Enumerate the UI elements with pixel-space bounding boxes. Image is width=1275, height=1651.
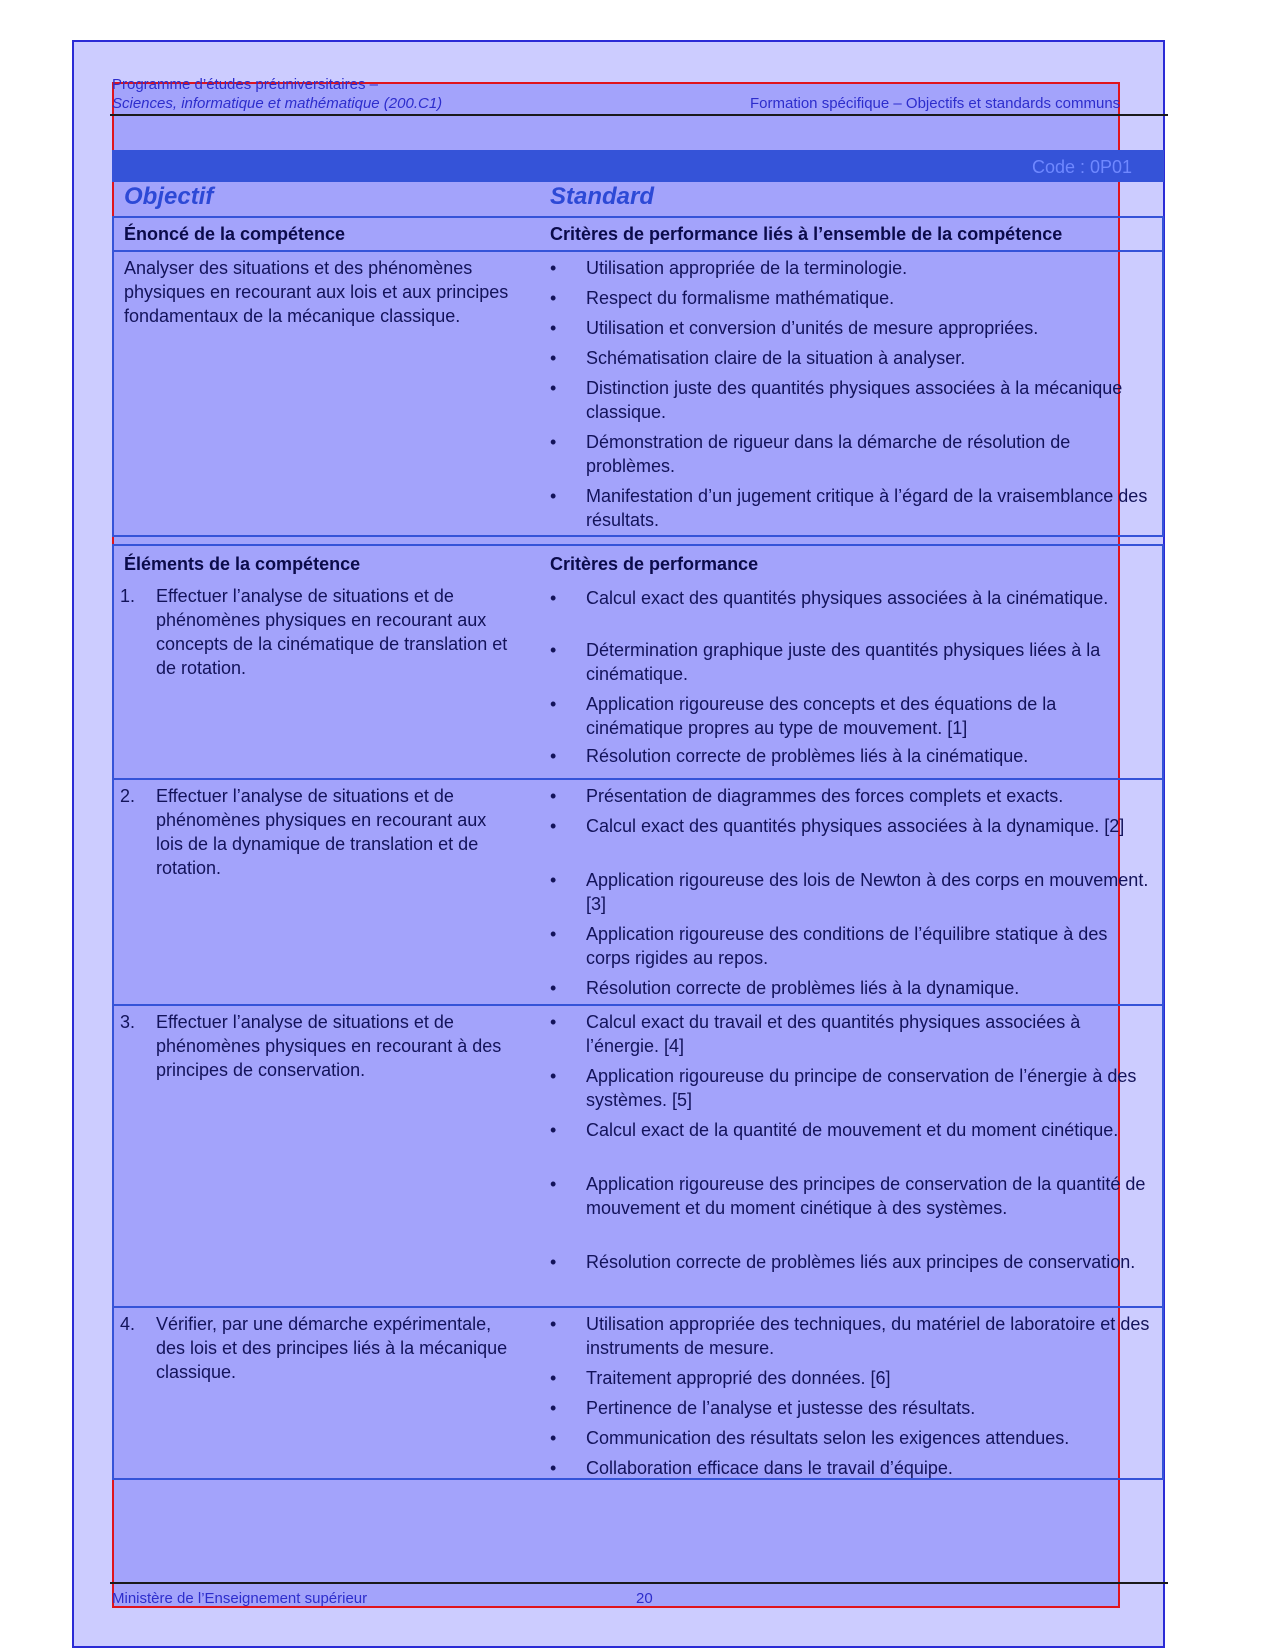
header-right: Formation spécifique – Objectifs et standards communs	[750, 95, 1121, 112]
criterion-text: Application rigoureuse des concepts et des équations de la cinématique propres au type de mouvement. [1]	[586, 694, 1057, 738]
criterion-text: Communication des résultats selon les exigences attendues.	[586, 1428, 1070, 1448]
criterion-text: Application rigoureuse des conditions de l’équilibre statique à des corps rigides au repos.	[586, 924, 1108, 968]
element-number: 4.	[120, 1314, 136, 1334]
criterion-text: Manifestation d’un jugement critique à l’égard de la vraisemblance des résultats.	[586, 486, 1148, 530]
criterion-text: Utilisation et conversion d’unités de mesure appropriées.	[586, 318, 1039, 338]
bullet-icon: •	[550, 318, 557, 338]
enonce-body-row	[114, 250, 1162, 535]
criterion-text: Application rigoureuse du principe de conservation de l’énergie à des systèmes. [5]	[586, 1066, 1137, 1110]
footer-ministry: Ministère de l’Enseignement supérieur	[112, 1590, 368, 1607]
bullet-icon: •	[550, 1428, 557, 1448]
criterion-text: Distinction juste des quantités physiques associées à la mécanique classique.	[586, 378, 1123, 422]
page-number: 20	[636, 1590, 653, 1607]
criterion-text: Calcul exact de la quantité de mouvement et du moment cinétique.	[586, 1120, 1119, 1140]
criterion-text: Schématisation claire de la situation à analyser.	[586, 348, 966, 368]
bullet-icon: •	[550, 978, 557, 998]
footer-rule	[110, 1582, 1168, 1584]
criterion-text: Calcul exact des quantités physiques associées à la cinématique.	[586, 588, 1109, 608]
bullet-icon: •	[550, 694, 557, 714]
competency-code: Code : 0P01	[1032, 157, 1133, 177]
bullet-icon: •	[550, 1252, 557, 1272]
criterion-text: Pertinence de l’analyse et justesse des résultats.	[586, 1398, 976, 1418]
criterion-text: Démonstration de rigueur dans la démarche de résolution de problèmes.	[586, 432, 1071, 476]
bullet-icon: •	[550, 1066, 557, 1086]
header-line-1: Programme d’études préuniversitaires –	[112, 76, 378, 93]
criterion-text: Résolution correcte de problèmes liés aux principes de conservation.	[586, 1252, 1136, 1272]
criterion-text: Utilisation appropriée des techniques, du matériel de laboratoire et des instruments de mesure.	[586, 1314, 1150, 1358]
header-rule	[110, 114, 1168, 116]
bullet-icon: •	[550, 1120, 557, 1140]
bullet-icon: •	[550, 486, 557, 506]
enonce-header-row	[114, 218, 1162, 250]
enonce-table	[112, 216, 1164, 537]
element-text: Effectuer l’analyse de situations et de phénomènes physiques en recourant aux lois de la dynamique de translation et de rotation.	[156, 786, 487, 878]
standard-title: Standard	[550, 183, 655, 210]
element-text: Vérifier, par une démarche expérimentale, des lois et des principes liés à la mécanique classique.	[156, 1314, 508, 1382]
elements-table	[112, 544, 1164, 1480]
criterion-text: Calcul exact du travail et des quantités physiques associées à l’énergie. [4]	[586, 1012, 1081, 1056]
element-row	[114, 778, 1162, 1004]
header-program: Sciences, informatique et mathématique (200.C1)	[112, 95, 443, 112]
bullet-icon: •	[550, 1012, 557, 1032]
element-row	[114, 1306, 1162, 1478]
criterion-text: Respect du formalisme mathématique.	[586, 288, 895, 308]
elements-left-header: Éléments de la compétence	[124, 554, 361, 574]
bullet-icon: •	[550, 588, 557, 608]
enonce-text: Analyser des situations et des phénomènes physiques en recourant aux lois et aux principes fondamentaux de la mécanique classique.	[124, 258, 509, 326]
bullet-icon: •	[550, 746, 557, 766]
bullet-icon: •	[550, 786, 557, 806]
criterion-text: Calcul exact des quantités physiques associées à la dynamique. [2]	[586, 816, 1125, 836]
bullet-icon: •	[550, 1458, 557, 1478]
bullet-icon: •	[550, 1368, 557, 1388]
bullet-icon: •	[550, 348, 557, 368]
bullet-icon: •	[550, 924, 557, 944]
bullet-icon: •	[550, 870, 557, 890]
element-row	[114, 580, 1162, 778]
criterion-text: Présentation de diagrammes des forces complets et exacts.	[586, 786, 1064, 806]
bullet-icon: •	[550, 288, 557, 308]
criterion-text: Application rigoureuse des lois de Newton à des corps en mouvement. [3]	[586, 870, 1149, 914]
criterion-text: Traitement approprié des données. [6]	[586, 1368, 891, 1388]
bullet-icon: •	[550, 432, 557, 452]
criterion-text: Utilisation appropriée de la terminologie.	[586, 258, 908, 278]
elements-header-row	[114, 546, 1162, 580]
code-bar	[112, 150, 1164, 182]
criterion-text: Résolution correcte de problèmes liés à la dynamique.	[586, 978, 1020, 998]
element-row	[114, 1004, 1162, 1306]
bullet-icon: •	[550, 816, 557, 836]
enonce-left-header: Énoncé de la compétence	[124, 224, 346, 244]
element-number: 1.	[120, 586, 136, 606]
objectif-title: Objectif	[124, 183, 214, 210]
bullet-icon: •	[550, 1398, 557, 1418]
bullet-icon: •	[550, 640, 557, 660]
bullet-icon: •	[550, 258, 557, 278]
element-text: Effectuer l’analyse de situations et de phénomènes physiques en recourant aux concepts de la cinématique de translation et de rotation.	[156, 586, 508, 678]
bullet-icon: •	[550, 1314, 557, 1334]
criterion-text: Collaboration efficace dans le travail d’équipe.	[586, 1458, 953, 1478]
element-number: 2.	[120, 786, 136, 806]
enonce-right-header: Critères de performance liés à l’ensemble de la compétence	[550, 224, 1063, 244]
bullet-icon: •	[550, 1174, 557, 1194]
criterion-text: Résolution correcte de problèmes liés à la cinématique.	[586, 746, 1029, 766]
criterion-text: Application rigoureuse des principes de conservation de la quantité de mouvement et du moment cinétique à des systèmes.	[586, 1174, 1146, 1218]
criterion-text: Détermination graphique juste des quantités physiques liées à la cinématique.	[586, 640, 1101, 684]
element-text: Effectuer l’analyse de situations et de phénomènes physiques en recourant à des principes de conservation.	[156, 1012, 502, 1080]
elements-right-header: Critères de performance	[550, 554, 759, 574]
bullet-icon: •	[550, 378, 557, 398]
element-number: 3.	[120, 1012, 136, 1032]
